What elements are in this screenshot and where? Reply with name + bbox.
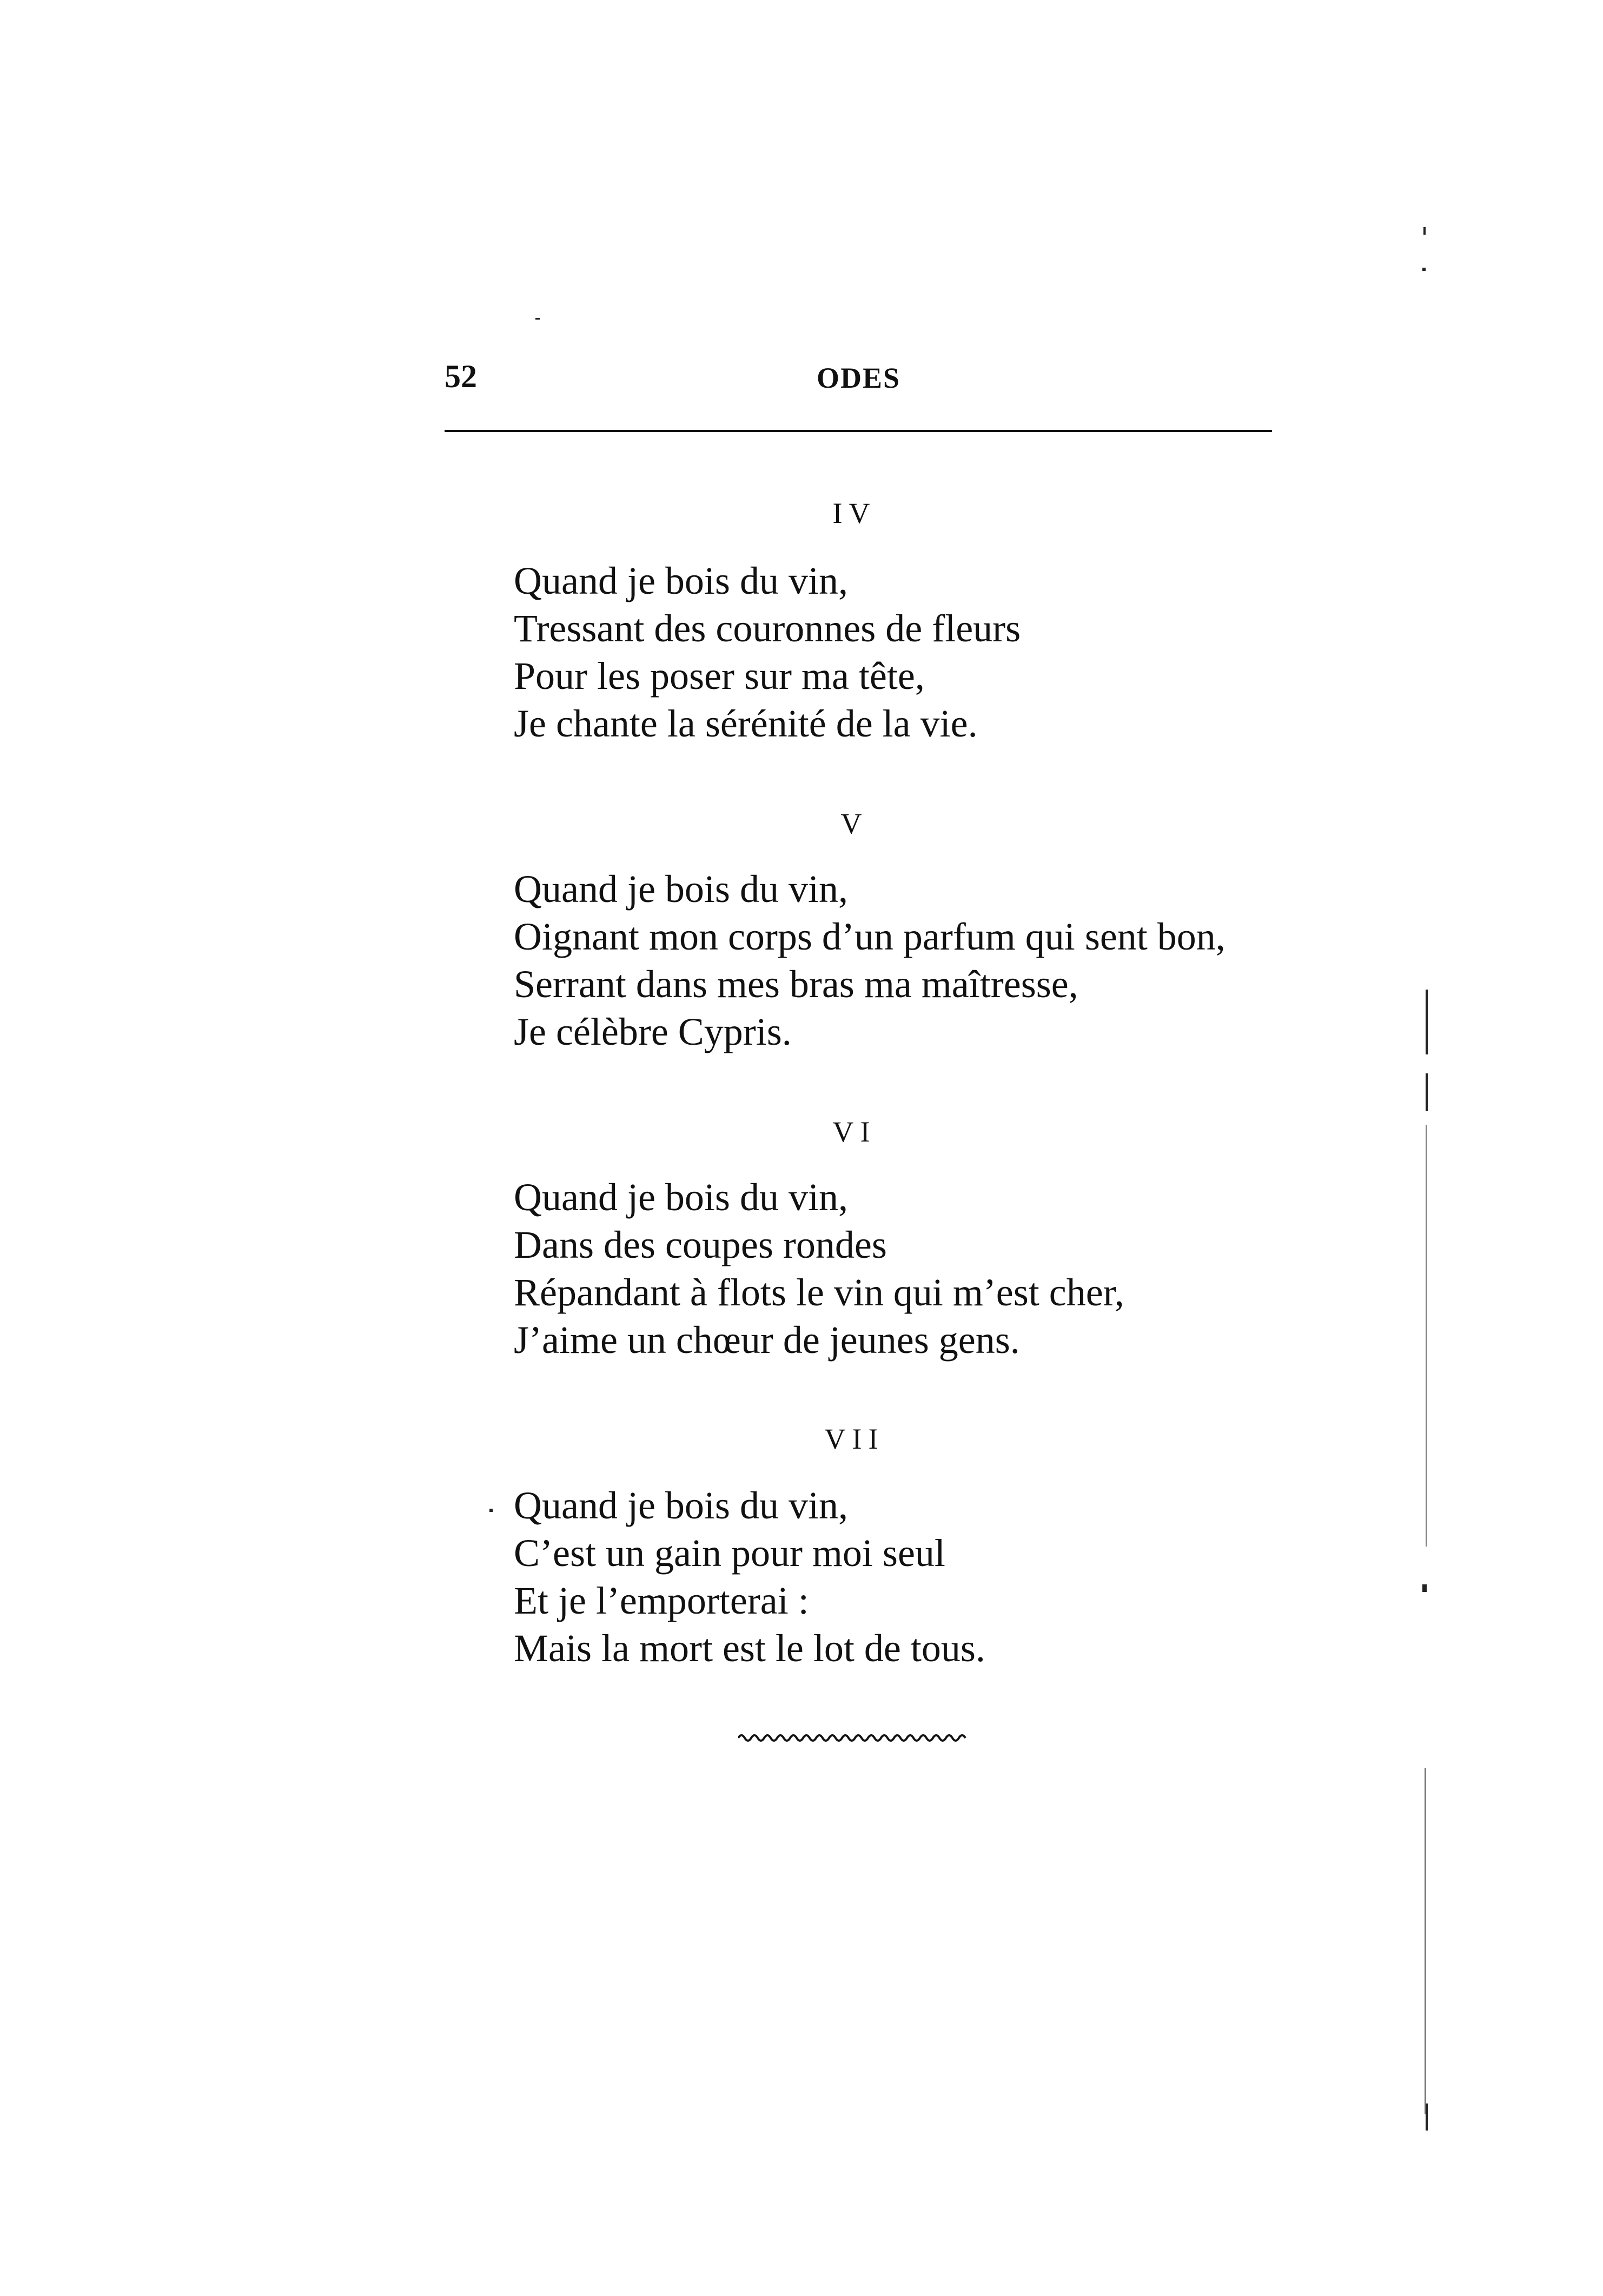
verse-line: Pour les poser sur ma tête, [514,654,925,698]
verse-line: Répandant à flots le vin qui m’est cher, [514,1271,1124,1314]
verse-line: Oignant mon corps d’un parfum qui sent bon, [514,915,1226,958]
scan-mark [1426,990,1428,1054]
stanza-number-v: V [840,807,869,840]
stanza-vi [514,1173,1124,1364]
page-number: 52 [445,359,477,394]
verse-line: Serrant dans mes bras ma maîtresse, [514,963,1078,1006]
verse-line: Je chante la sérénité de la vie. [514,702,978,745]
scan-mark [535,318,540,320]
verse-line: Quand je bois du vin, [514,559,848,602]
stanza-iv [514,557,1021,747]
scan-mark [1425,1768,1426,2114]
header-rule [445,430,1272,432]
stanza-number-iv: IV [832,497,877,529]
verse-line: J’aime un chœur de jeunes gens. [514,1318,1020,1362]
tailpiece-ornament [738,1730,968,1743]
verse-line: Et je l’emporterai : [514,1579,809,1622]
verse-line: Quand je bois du vin, [514,1176,848,1219]
running-head: ODES [817,362,901,394]
stanza-v [514,865,1226,1056]
scan-mark [1426,2103,1428,2131]
verse-line: Tressant des couronnes de fleurs [514,607,1021,650]
scan-mark [1423,227,1426,235]
scan-mark [1422,1584,1427,1592]
verse-line: Quand je bois du vin, [514,867,848,911]
stanza-number-vi: VI [832,1116,877,1148]
verse-line: Quand je bois du vin, [514,1484,848,1527]
scan-mark [1426,1073,1428,1111]
scan-mark [1426,1125,1427,1547]
scan-mark [489,1509,493,1512]
stanza-number-vii: VII [824,1423,885,1455]
scan-mark [1422,268,1426,271]
verse-line: C’est un gain pour moi seul [514,1531,945,1575]
verse-line: Je célèbre Cypris. [514,1010,792,1053]
verse-line: Mais la mort est le lot de tous. [514,1627,985,1670]
stanza-vii [514,1482,985,1672]
verse-line: Dans des coupes rondes [514,1223,887,1266]
